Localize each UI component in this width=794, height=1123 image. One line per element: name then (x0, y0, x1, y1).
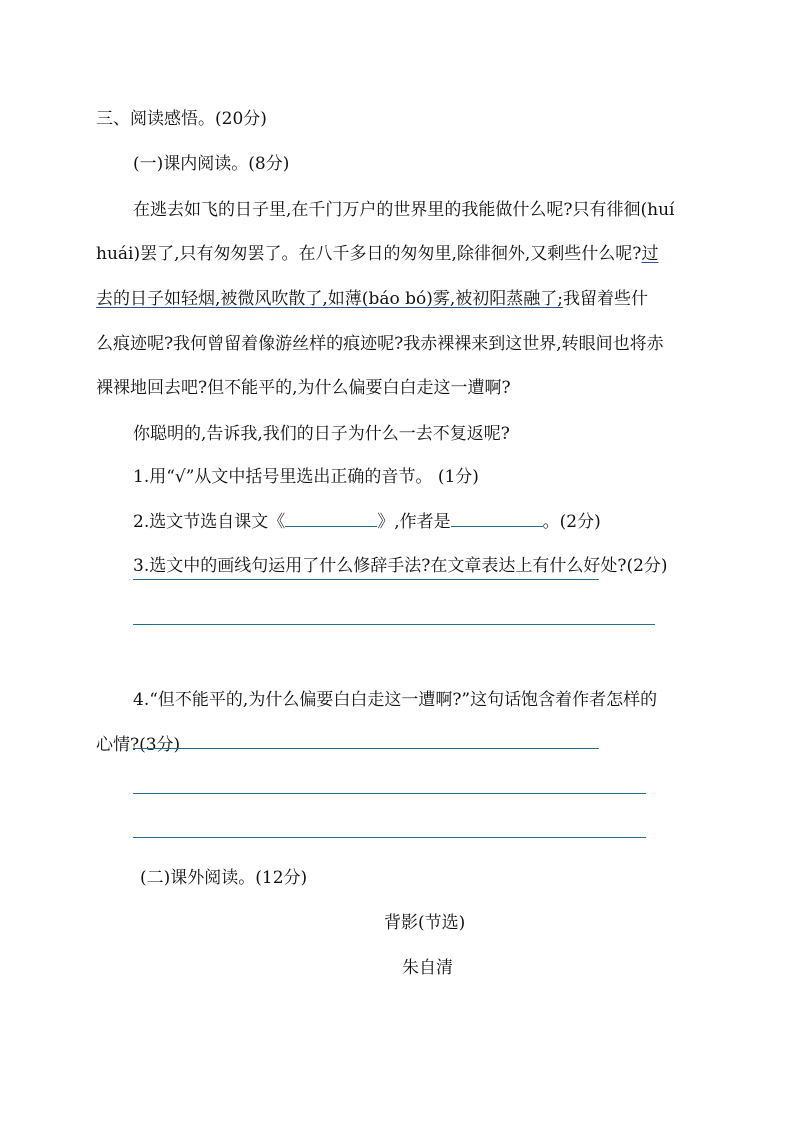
question-3: 3.选文中的画线句运用了什么修辞手法?在文章表达上有什么好处?(2分) (133, 556, 668, 576)
answer-line-q4-3[interactable] (133, 837, 646, 838)
part2-heading: (二)课外阅读。(12分) (140, 868, 308, 888)
section-heading: 三、阅读感悟。(20分) (96, 109, 267, 129)
underlined-sentence: 去的日子如轻烟,被微风吹散了,如薄(báo bó)雾,被初阳蒸融了; (96, 289, 563, 309)
article-title: 背影(节选) (384, 913, 466, 933)
passage-line-3-text: 我留着些什 (562, 289, 648, 309)
passage-line-1: 在逃去如飞的日子里,在千门万户的世界里的我能做什么呢?只有徘徊(huí (133, 200, 675, 220)
question-1: 1.用“√”从文中括号里选出正确的音节。 (1分) (133, 467, 479, 487)
answer-line-q3-2[interactable] (133, 624, 655, 625)
answer-line-q4-1[interactable] (133, 748, 599, 749)
underlined-sentence-start: 过 (641, 244, 659, 264)
passage-line-4: 么痕迹呢?我何曾留着像游丝样的痕迹呢?我赤裸裸来到这世界,转眼间也将赤 (96, 334, 664, 354)
answer-line-q4-2[interactable] (133, 793, 646, 794)
question-2 (133, 507, 601, 532)
passage-line-3 (96, 284, 648, 309)
part1-heading: (一)课内阅读。(8分) (133, 154, 290, 174)
author-blank[interactable] (451, 508, 543, 527)
article-author: 朱自清 (402, 958, 453, 978)
passage-line-2-text: huái)罢了,只有匆匆罢了。在八千多日的匆匆里,除徘徊外,又剩些什么呢? (96, 244, 642, 264)
passage-line-6: 你聪明的,告诉我,我们的日子为什么一去不复返呢? (133, 424, 510, 444)
question-4-line-2: 心情?(3分) (96, 735, 181, 755)
answer-line-q3-1[interactable] (133, 579, 599, 580)
question-2-text-c: 。(2分) (542, 512, 601, 532)
question-2-text-b: 》,作者是 (377, 512, 451, 532)
question-2-text-a: 2.选文节选自课文《 (133, 512, 286, 532)
passage-line-2 (96, 239, 658, 264)
passage-line-5: 裸裸地回去吧?但不能平的,为什么偏要白白走这一遭啊? (96, 378, 511, 398)
question-4-line-1: 4.“但不能平的,为什么偏要白白走这一遭啊?”这句话饱含着作者怎样的 (133, 690, 658, 710)
lesson-title-blank[interactable] (285, 508, 377, 527)
